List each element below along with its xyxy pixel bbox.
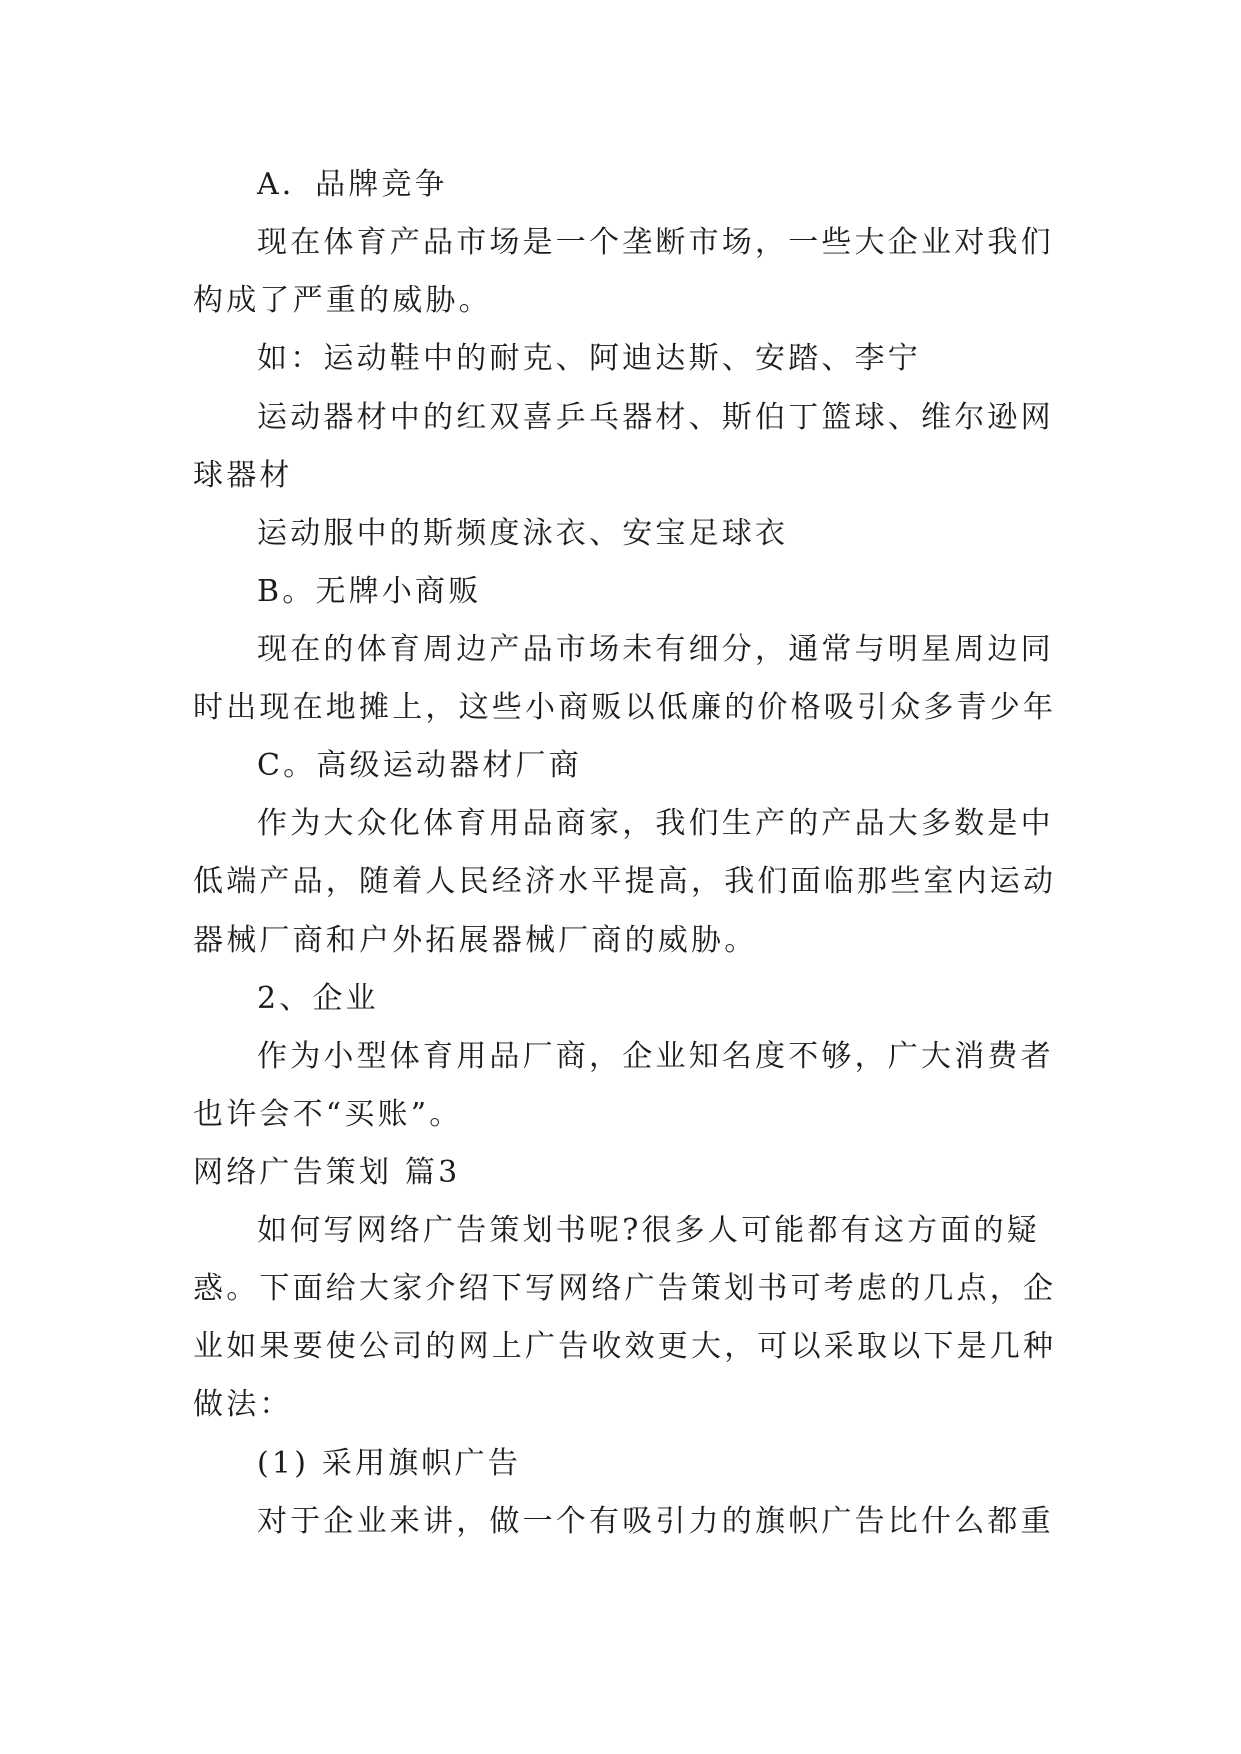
paragraph-line: 器械厂商和户外拓展器械厂商的威胁。 [193, 923, 758, 958]
paragraph-line: 时出现在地摊上，这些小商贩以低廉的价格吸引众多青少年 [193, 690, 1057, 725]
heading-high-end-manufacturers: C。高级运动器材厂商 [257, 748, 582, 783]
paragraph-line: 业如果要使公司的网上广告收效更大，可以采取以下是几种 [193, 1329, 1057, 1364]
paragraph-line: 构成了严重的威胁。 [193, 283, 492, 318]
paragraph-line: 也许会不“买账”。 [193, 1097, 463, 1132]
section-title: 网络广告策划 篇3 [193, 1155, 461, 1190]
heading-brand-competition: A．品牌竞争 [257, 167, 448, 202]
paragraph-line: 低端产品，随着人民经济水平提高，我们面临那些室内运动 [193, 864, 1057, 899]
paragraph-line: 现在体育产品市场是一个垄断市场，一些大企业对我们 [257, 225, 1054, 260]
paragraph-line: 如何写网络广告策划书呢?很多人可能都有这方面的疑 [257, 1213, 1040, 1248]
paragraph-line: 如：运动鞋中的耐克、阿迪达斯、安踏、李宁 [257, 341, 921, 376]
paragraph-line: 对于企业来讲，做一个有吸引力的旗帜广告比什么都重 [257, 1504, 1054, 1539]
paragraph-line: 运动器材中的红双喜乒乓器材、斯伯丁篮球、维尔逊网 [257, 400, 1054, 435]
paragraph-line: 惑。下面给大家介绍下写网络广告策划书可考虑的几点，企 [193, 1271, 1057, 1306]
paragraph-line: 球器材 [193, 458, 293, 493]
paragraph-line: 运动服中的斯频度泳衣、安宝足球衣 [257, 516, 789, 551]
paragraph-line: 作为小型体育用品厂商，企业知名度不够，广大消费者 [257, 1039, 1054, 1074]
paragraph-line: 做法： [193, 1387, 293, 1422]
heading-banner-ads: (1) 采用旗帜广告 [257, 1446, 522, 1481]
heading-unbranded-vendors: B。无牌小商贩 [257, 574, 482, 609]
heading-enterprise: 2、企业 [257, 981, 379, 1016]
paragraph-line: 作为大众化体育用品商家，我们生产的产品大多数是中 [257, 806, 1054, 841]
paragraph-line: 现在的体育周边产品市场未有细分，通常与明星周边同 [257, 632, 1054, 667]
